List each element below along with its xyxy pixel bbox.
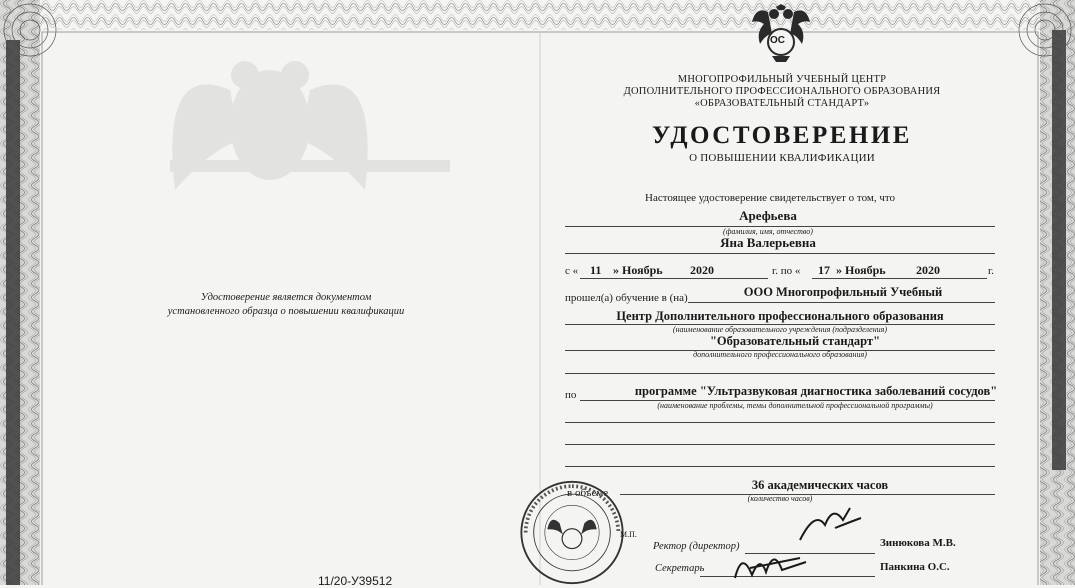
blank-line-3	[565, 444, 995, 445]
from-year: 2020	[690, 263, 714, 277]
period-suffix: г.	[988, 265, 995, 277]
secretary-name: Панкина О.С.	[880, 561, 950, 573]
program-caption: (наименование проблемы, темы дополнительной профессиональной программы)	[657, 401, 933, 410]
training-underline-1	[688, 302, 995, 303]
given-names: Яна Валерьевна	[720, 235, 816, 250]
from-day: 11	[590, 263, 602, 277]
registration-number: 11/20-У39512	[318, 574, 393, 588]
document-subtitle: О ПОВЫШЕНИИ КВАЛИФИКАЦИИ	[689, 152, 875, 164]
hours-caption: (количество часов)	[747, 494, 813, 503]
document-title: УДОСТОВЕРЕНИЕ	[652, 122, 912, 149]
intro-text: Настоящее удостоверение свидетельствует о том, что	[645, 192, 896, 204]
left-note-line-2: установленного образца о повышении квалификации	[167, 306, 405, 317]
secretary-signature	[730, 540, 810, 585]
to-prefix: г. по «	[772, 265, 801, 277]
to-year: 2020	[916, 263, 940, 277]
from-underline	[580, 278, 768, 279]
left-note-line-1: Удостоверение является документом	[200, 292, 372, 303]
rector-signature	[795, 500, 865, 545]
name-caption: (фамилия, имя, отчество)	[723, 227, 813, 236]
rector-label: Ректор (директор)	[653, 541, 740, 552]
training-prefix: прошел(а) обучение в (на)	[565, 292, 688, 304]
hours-prefix: в объеме	[567, 487, 609, 499]
blank-line-1	[565, 373, 995, 374]
program-text: программе "Ультразвуковая диагностика заболеваний сосудов"	[634, 384, 998, 398]
eagle-emblem-icon	[748, 4, 814, 64]
org-line-1: МНОГОПРОФИЛЬНЫЙ УЧЕБНЫЙ ЦЕНТР	[677, 74, 887, 85]
program-prefix: по	[565, 389, 577, 401]
blank-line-4	[565, 466, 995, 467]
to-day: 17	[818, 263, 830, 277]
from-prefix: с «	[565, 265, 579, 277]
training-caption-1: (наименование образовательного учреждения (подразделения)	[672, 325, 888, 334]
to-month: » Ноябрь	[836, 263, 886, 277]
given-names-underline	[565, 253, 995, 254]
blank-line-2	[565, 422, 995, 423]
from-month: » Ноябрь	[613, 263, 663, 277]
to-underline	[812, 278, 987, 279]
org-line-3: «ОБРАЗОВАТЕЛЬНЫЙ СТАНДАРТ»	[694, 98, 870, 109]
secretary-label: Секретарь	[655, 563, 705, 574]
stamp-mark: М.П.	[620, 530, 637, 539]
logo-text: ОС	[770, 35, 785, 46]
training-org-line-2: Центр Дополнительного профессионального образования	[616, 309, 944, 323]
training-org-line-3: "Образовательный стандарт"	[709, 334, 881, 348]
training-caption-2: дополнительного профессионального образования)	[693, 350, 867, 359]
surname: Арефьева	[739, 208, 797, 223]
hours-value: 36 академических часов	[751, 478, 889, 492]
rector-name: Зинюкова М.В.	[880, 537, 956, 549]
org-line-2: ДОПОЛНИТЕЛЬНОГО ПРОФЕССИОНАЛЬНОГО ОБРАЗОВАНИЯ	[623, 86, 941, 97]
training-org-line-1: ООО Многопрофильный Учебный	[743, 285, 943, 299]
